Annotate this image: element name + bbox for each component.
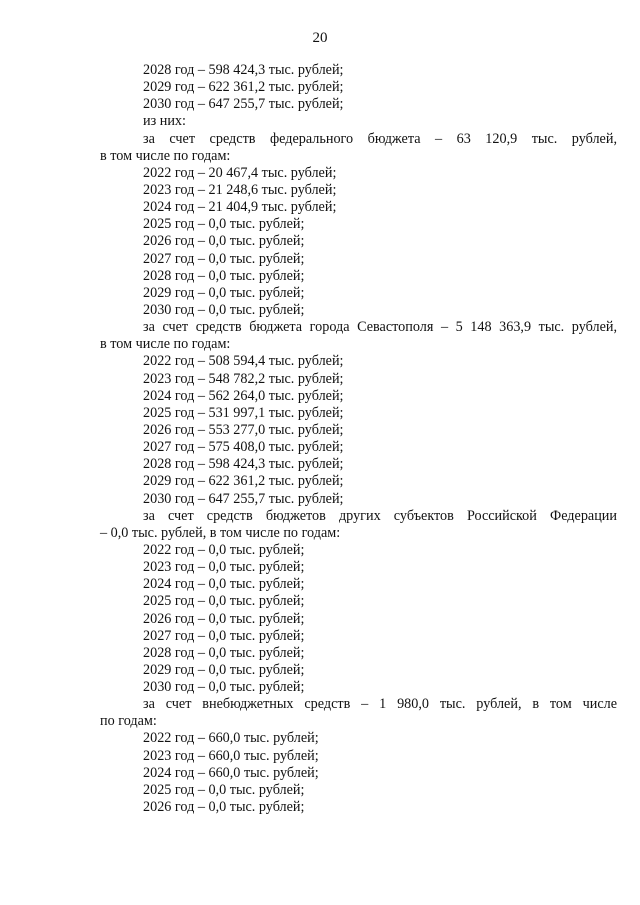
amount-line: 2028 год – 598 424,3 тыс. рублей; (143, 62, 344, 78)
amount-line: 2026 год – 0,0 тыс. рублей; (143, 799, 305, 816)
amount-line: 2030 год – 0,0 тыс. рублей; (143, 301, 305, 318)
amount-line: 2022 год – 0,0 тыс. рублей; (143, 541, 305, 558)
amount-line: 2026 год – 0,0 тыс. рублей; (143, 610, 305, 627)
funding-source-line: за счет средств бюджетов других субъектов Российской Федерации (143, 507, 617, 524)
amount-line: 2023 год – 660,0 тыс. рублей; (143, 747, 319, 764)
amount-line: 2027 год – 0,0 тыс. рублей; (143, 627, 305, 644)
amount-line: 2027 год – 0,0 тыс. рублей; (143, 250, 305, 267)
funding-source-line: за счет средств бюджета города Севастополя – 5 148 363,9 тыс. рублей, (143, 319, 617, 336)
amount-line: 2025 год – 0,0 тыс. рублей; (143, 781, 305, 798)
amount-line: 2026 год – 0,0 тыс. рублей; (143, 233, 305, 250)
amount-line: 2029 год – 0,0 тыс. рублей; (143, 284, 305, 301)
amount-line: 2024 год – 562 264,0 тыс. рублей; (143, 387, 344, 404)
continuation-line: в том числе по годам: (100, 147, 231, 164)
amount-line: 2028 год – 598 424,3 тыс. рублей; (143, 456, 344, 473)
amount-line: 2023 год – 548 782,2 тыс. рублей; (143, 370, 344, 387)
amount-line: из них: (143, 113, 186, 130)
amount-line: 2030 год – 647 255,7 тыс. рублей; (143, 490, 344, 507)
amount-line: 2022 год – 508 594,4 тыс. рублей; (143, 353, 344, 370)
amount-line: 2024 год – 660,0 тыс. рублей; (143, 764, 319, 781)
continuation-line: – 0,0 тыс. рублей, в том числе по годам: (100, 524, 341, 541)
amount-line: 2030 год – 647 255,7 тыс. рублей; (143, 96, 344, 113)
continuation-line: в том числе по годам: (100, 336, 231, 353)
amount-line: 2025 год – 531 997,1 тыс. рублей; (143, 404, 344, 421)
amount-line: 2024 год – 0,0 тыс. рублей; (143, 576, 305, 593)
document-body (100, 62, 617, 816)
amount-line: 2025 год – 0,0 тыс. рублей; (143, 216, 305, 233)
amount-line: 2022 год – 660,0 тыс. рублей; (143, 730, 319, 747)
amount-line: 2026 год – 553 277,0 тыс. рублей; (143, 421, 344, 438)
amount-line: 2025 год – 0,0 тыс. рублей; (143, 593, 305, 610)
continuation-line: по годам: (100, 713, 157, 730)
funding-source-line: за счет средств федерального бюджета – 63 120,9 тыс. рублей, (143, 130, 617, 147)
amount-line: 2023 год – 21 248,6 тыс. рублей; (143, 181, 337, 198)
page-number: 20 (312, 30, 328, 46)
amount-line: 2029 год – 622 361,2 тыс. рублей; (143, 473, 344, 490)
amount-line: 2027 год – 575 408,0 тыс. рублей; (143, 439, 344, 456)
amount-line: 2030 год – 0,0 тыс. рублей; (143, 679, 305, 696)
amount-line: 2028 год – 0,0 тыс. рублей; (143, 267, 305, 284)
funding-source-line: за счет внебюджетных средств – 1 980,0 тыс. рублей, в том числе (143, 696, 617, 713)
amount-line: 2029 год – 622 361,2 тыс. рублей; (143, 79, 344, 96)
amount-line: 2023 год – 0,0 тыс. рублей; (143, 559, 305, 576)
amount-line: 2022 год – 20 467,4 тыс. рублей; (143, 164, 337, 181)
amount-line: 2024 год – 21 404,9 тыс. рублей; (143, 199, 337, 216)
amount-line: 2028 год – 0,0 тыс. рублей; (143, 644, 305, 661)
amount-line: 2029 год – 0,0 тыс. рублей; (143, 661, 305, 678)
